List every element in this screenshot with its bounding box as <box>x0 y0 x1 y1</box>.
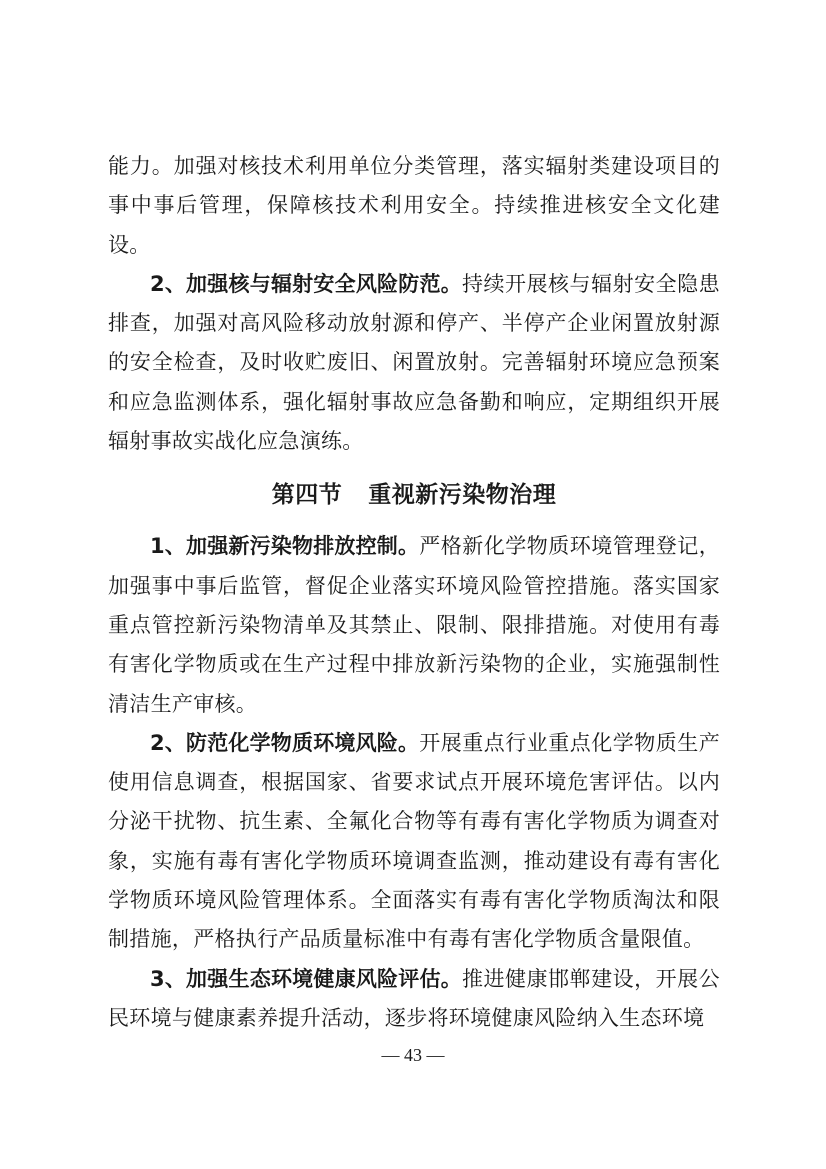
paragraph-nuclear-radiation-risk <box>108 265 720 461</box>
paragraph-text: 推进健康邯郸建设，开展公民环境与健康素养提升活动，逐步将环境健康风险纳入生态环境 <box>108 966 720 1030</box>
paragraph-text: 开展重点行业重点化学物质生产使用信息调查，根据国家、省要求试点开展环境危害评估。以内分泌干扰物、抗生素、全氟化合物等有毒有害化学物质为调查对象，实施有毒有害化学物质环境调查监测，推动建设有毒有害化学物质环境风险管理体系。全面落实有毒有害化学物质淘汰和限制措施，严格执行产品质量标准中有毒有害化学物质含量限值。 <box>108 730 720 952</box>
paragraph-lead: 3、加强生态环境健康风险评估。 <box>150 966 462 991</box>
paragraph-new-pollutant-control <box>108 527 720 723</box>
paragraph-text: 持续开展核与辐射安全隐患排查，加强对高风险移动放射源和停产、半停产企业闲置放射源的安全检查，及时收贮废旧、闲置放射。完善辐射环境应急预案和应急监测体系，强化辐射事故应急备勤和响应，定期组织开展辐射事故实战化应急演练。 <box>108 271 720 454</box>
paragraph-lead: 1、加强新污染物排放控制。 <box>150 534 420 559</box>
section-heading <box>108 475 720 515</box>
page-number: — 43 — <box>381 1045 445 1065</box>
paragraph-continuation <box>108 147 720 265</box>
paragraph-text: 严格新化学物质环境管理登记，加强事中事后监管，督促企业落实环境风险管控措施。落实国家重点管控新污染物清单及其禁止、限制、限排措施。对使用有毒有害化学物质或在生产过程中排放新污染物的企业，实施强制性清洁生产审核。 <box>108 534 720 716</box>
paragraph-health-risk-assessment <box>108 960 720 1039</box>
paragraph-lead: 2、加强核与辐射安全风险防范。 <box>150 271 462 296</box>
document-page <box>108 147 720 1038</box>
section-number: 第四节 <box>271 481 343 509</box>
section-title: 重视新污染物治理 <box>368 481 557 509</box>
paragraph-text: 能力。加强对核技术利用单位分类管理，落实辐射类建设项目的事中事后管理，保障核技术利用安全。持续推进核安全文化建设。 <box>108 154 720 257</box>
paragraph-chemical-risk <box>108 724 720 960</box>
paragraph-lead: 2、防范化学物质环境风险。 <box>150 730 420 755</box>
